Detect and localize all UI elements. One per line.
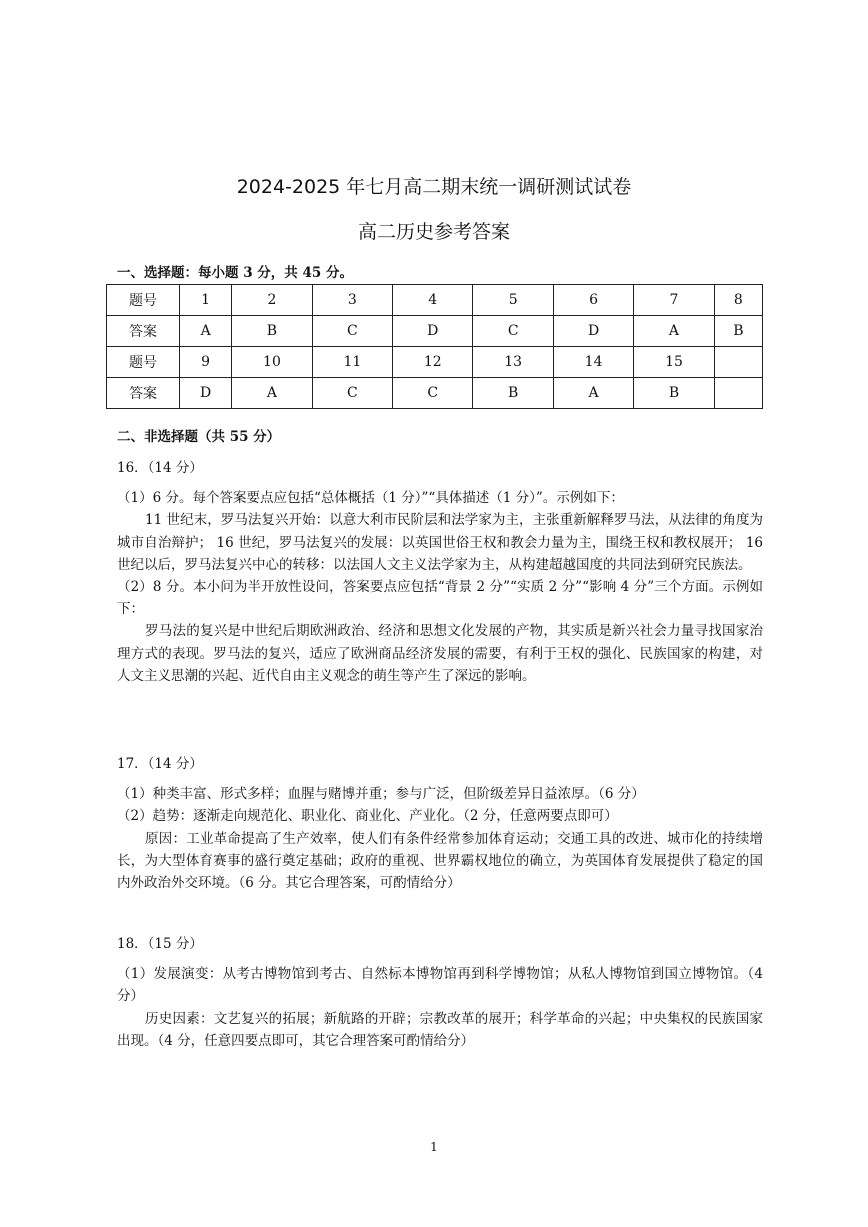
table-cell: 7 bbox=[634, 285, 714, 316]
table-cell: 15 bbox=[634, 347, 714, 378]
table-row bbox=[107, 347, 763, 378]
table-cell: C bbox=[393, 378, 473, 409]
table-cell: B bbox=[232, 316, 312, 347]
question-18 bbox=[117, 933, 763, 1052]
table-cell: A bbox=[634, 316, 714, 347]
question-17 bbox=[117, 753, 763, 894]
table-row bbox=[107, 316, 763, 347]
table-cell: 12 bbox=[393, 347, 473, 378]
question-18-heading: 18．（15 分） bbox=[117, 936, 203, 952]
table-cell: D bbox=[180, 378, 232, 409]
table-row bbox=[107, 285, 763, 316]
answer-key-title: 高二历史参考答案 bbox=[357, 221, 510, 243]
table-cell bbox=[714, 347, 762, 378]
row-label: 题号 bbox=[107, 347, 180, 378]
table-cell: 2 bbox=[232, 285, 312, 316]
row-label: 答案 bbox=[107, 316, 180, 347]
table-cell: C bbox=[312, 316, 392, 347]
q17-part2-reasons: 原因：工业革命提高了生产效率，使人们有条件经常参加体育运动；交通工具的改进、城市化的持续增长，为大型体育赛事的盛行奠定基础；政府的重视、世界霸权地位的确立，为英国体育发展提供了稳定的国内外政治外交环境。（6 分。其它合理答案，可酌情给分） bbox=[117, 830, 763, 892]
table-cell: 10 bbox=[232, 347, 312, 378]
table-cell: 6 bbox=[553, 285, 633, 316]
table-cell: D bbox=[393, 316, 473, 347]
table-cell: 11 bbox=[312, 347, 392, 378]
q16-part1-intro: （1）6 分。每个答案要点应包括“总体概括（1 分）”“具体描述（1 分）”。示例如下： bbox=[117, 490, 624, 507]
page-number: 1 bbox=[430, 1140, 438, 1154]
row-label: 答案 bbox=[107, 378, 180, 409]
q16-part2-intro: （2）8 分。本小问为半开放性设问，答案要点应包括“背景 2 分”“实质 2 分”“影响 4 分”三个方面。示例如下： bbox=[117, 579, 763, 618]
q17-part1-answer: （1）种类丰富、形式多样；血腥与赌博并重；参与广泛，但阶级差异日益浓厚。（6 分） bbox=[117, 786, 645, 803]
row-label: 题号 bbox=[107, 285, 180, 316]
table-cell: 5 bbox=[473, 285, 553, 316]
question-16 bbox=[117, 457, 763, 687]
table-cell: B bbox=[634, 378, 714, 409]
section2-heading: 二、非选择题（共 55 分） bbox=[117, 429, 281, 445]
question-16-heading: 16．（14 分） bbox=[117, 460, 203, 476]
table-cell: B bbox=[714, 316, 762, 347]
answer-table bbox=[106, 284, 763, 409]
table-cell: 13 bbox=[473, 347, 553, 378]
table-cell: 4 bbox=[393, 285, 473, 316]
q17-part2-trend: （2）趋势：逐渐走向规范化、职业化、商业化、产业化。（2 分，任意两要点即可） bbox=[117, 808, 618, 825]
table-cell: C bbox=[312, 378, 392, 409]
table-cell: 1 bbox=[180, 285, 232, 316]
q16-part1-answer: 11 世纪末，罗马法复兴开始：以意大利市民阶层和法学家为主，主张重新解释罗马法，从法律的角度为城市自治辩护； 16 世纪，罗马法复兴的发展：以英国世俗王权和教会力量为主，围绕王权和教权展开； 16 世纪以后，罗马法复兴中心的转移：以法国人文主义法学家为主，从构建超越国度的共同法到研究民族法。 bbox=[117, 512, 763, 573]
q18-part1-factors: 历史因素：文艺复兴的拓展；新航路的开辟；宗教改革的展开；科学革命的兴起；中央集权的民族国家出现。（4 分，任意四要点即可，其它合理答案可酌情给分） bbox=[117, 1010, 763, 1049]
table-cell: 9 bbox=[180, 347, 232, 378]
q18-part1-evolution: （1）发展演变：从考古博物馆到考古、自然标本博物馆再到科学博物馆；从私人博物馆到国立博物馆。（4 分） bbox=[117, 966, 763, 1005]
exam-title: 2024-2025 年七月高二期末统一调研测试试卷 bbox=[236, 176, 632, 198]
table-cell bbox=[714, 378, 762, 409]
table-cell: A bbox=[180, 316, 232, 347]
table-cell: A bbox=[553, 378, 633, 409]
section1-heading: 一、选择题：每小题 3 分，共 45 分。 bbox=[117, 265, 353, 281]
table-cell: B bbox=[473, 378, 553, 409]
q16-part2-answer: 罗马法的复兴是中世纪后期欧洲政治、经济和思想文化发展的产物，其实质是新兴社会力量寻找国家治理方式的表现。罗马法的复兴，适应了欧洲商品经济发展的需要，有利于王权的强化、民族国家的构建，对人文主义思潮的兴起、近代自由主义观念的萌生等产生了深远的影响。 bbox=[117, 623, 763, 684]
table-cell: 3 bbox=[312, 285, 392, 316]
table-cell: 14 bbox=[553, 347, 633, 378]
table-cell: C bbox=[473, 316, 553, 347]
table-cell: D bbox=[553, 316, 633, 347]
table-cell: A bbox=[232, 378, 312, 409]
question-17-heading: 17．（14 分） bbox=[117, 756, 203, 772]
table-cell: 8 bbox=[714, 285, 762, 316]
table-row bbox=[107, 378, 763, 409]
